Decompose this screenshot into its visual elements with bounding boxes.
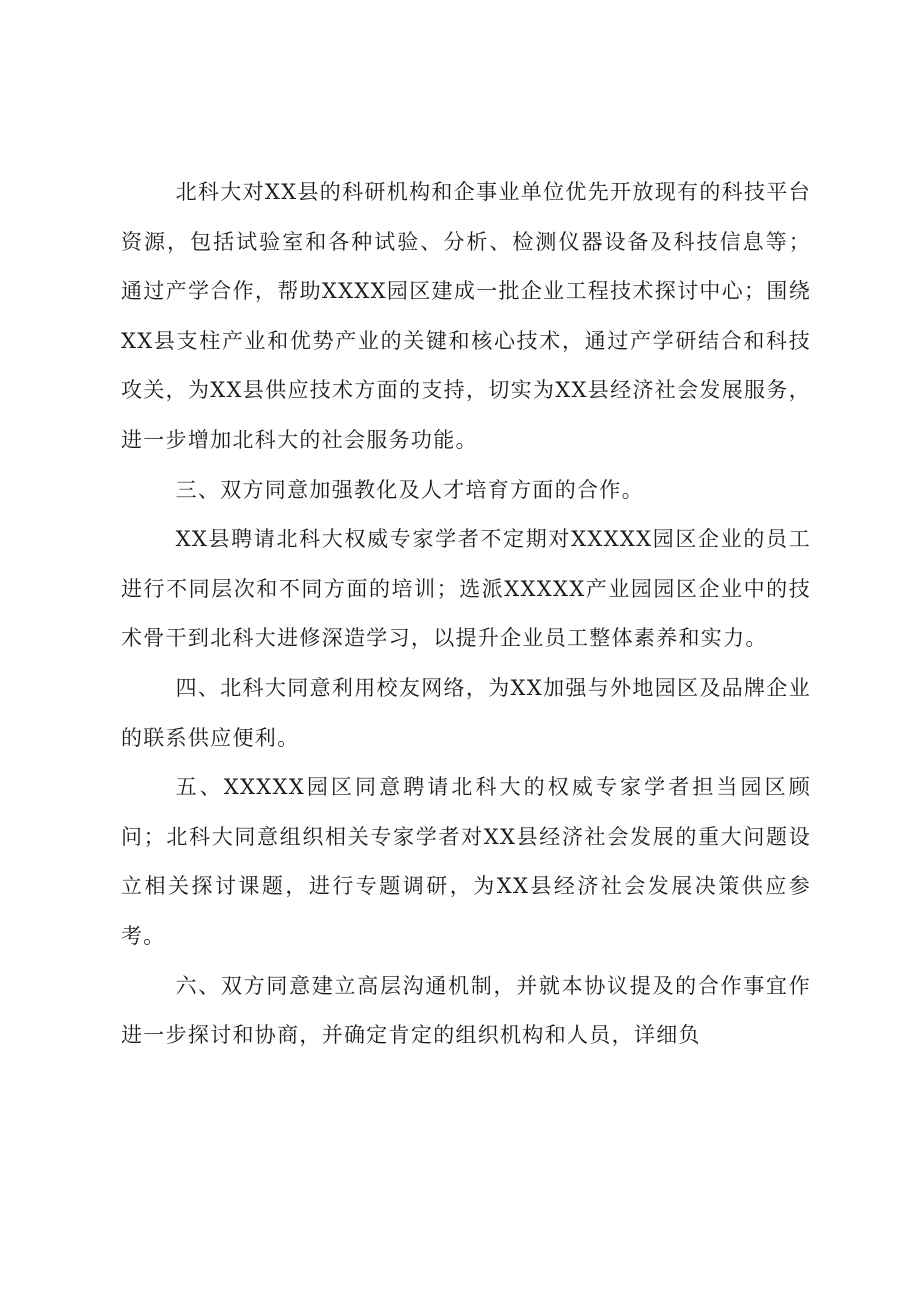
paragraph-section-five: 五、XXXXX园区同意聘请北科大的权威专家学者担当园区顾问；北科大同意组织相关专家学者对XX县经济社会发展的重大问题设立相关探讨课题，进行专题调研，为XX县经济社会发展决策供应参考。 <box>121 775 811 948</box>
paragraph-section-six: 六、双方同意建立高层沟通机制，并就本协议提及的合作事宜作进一步探讨和协商，并确定肯定的组织机构和人员，详细负 <box>121 973 811 1048</box>
paragraph-tech-platform: 北科大对XX县的科研机构和企事业单位优先开放现有的科技平台资源，包括试验室和各种试验、分析、检测仪器设备及科技信息等；通过产学合作，帮助XXXX园区建成一批企业工程技术探讨中心；围绕XX县支柱产业和优势产业的关键和核心技术，通过产学研结合和科技攻关，为XX县供应技术方面的支持，切实为XX县经济社会发展服务，进一步增加北科大的社会服务功能。 <box>121 180 811 452</box>
paragraph-section-three: 三、双方同意加强教化及人才培育方面的合作。 <box>175 477 644 502</box>
paragraph-section-four: 四、北科大同意利用校友网络，为XX加强与外地园区及品牌企业的联系供应便利。 <box>121 675 811 750</box>
paragraph-training: XX县聘请北科大权威专家学者不定期对XXXXX园区企业的员工进行不同层次和不同方面的培训；选派XXXXX产业园园区企业中的技术骨干到北科大进修深造学习，以提升企业员工整体素养和实力。 <box>121 527 811 651</box>
document-body <box>121 168 811 1061</box>
